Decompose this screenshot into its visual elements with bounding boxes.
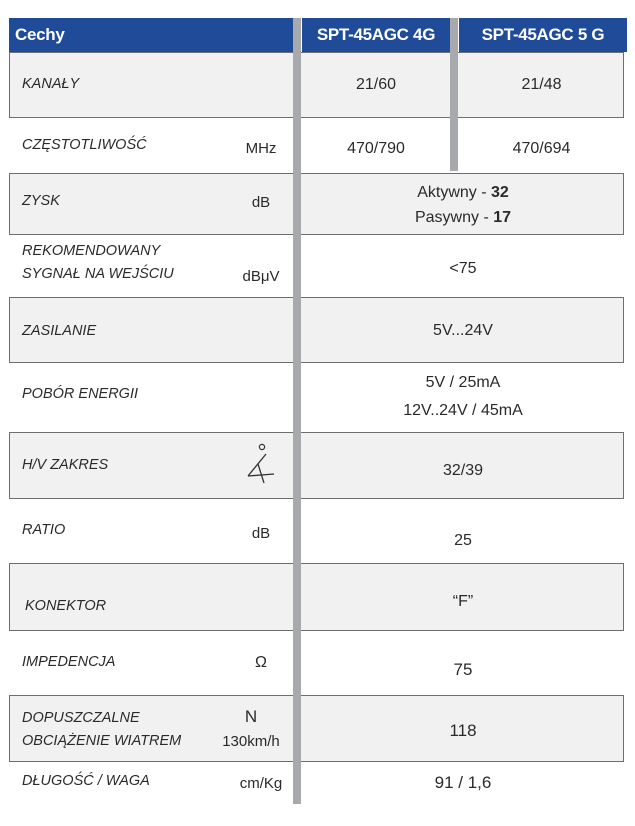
zysk-active-label: Aktywny - (417, 184, 491, 201)
value-pobor-line1: 5V / 25mA (425, 374, 501, 391)
value-czestotliwosc-5g: 470/694 (512, 140, 571, 157)
header-model-4g-label: SPT-45AGC 4G (316, 25, 436, 44)
unit-ratio: dB (251, 525, 271, 542)
header-features (9, 18, 293, 52)
label-rekomendowany-line1: REKOMENDOWANY (22, 243, 161, 259)
label-dlugosc: DŁUGOŚĆ / WAGA (22, 773, 150, 789)
zysk-passive-value: 17 (493, 209, 512, 226)
label-obciazenie-line2: OBCIĄŻENIE WIATREM (22, 733, 182, 749)
unit-zysk: dB (251, 194, 271, 211)
label-ratio: RATIO (22, 522, 66, 538)
value-zysk-passive (302, 205, 624, 230)
value-impedencja: 75 (453, 660, 473, 679)
label-zysk: ZYSK (22, 193, 60, 209)
value-ratio: 25 (454, 532, 472, 549)
angle-degree-icon (244, 443, 278, 485)
value-zasilanie: 5V...24V (433, 322, 493, 339)
value-kanaly-4g: 21/60 (355, 76, 397, 93)
unit-dlugosc: cm/Kg (239, 775, 283, 792)
header-model-5g-label: SPT-45AGC 5 G (481, 25, 605, 44)
unit-impedencja: Ω (255, 654, 267, 671)
zysk-passive-label: Pasywny - (414, 209, 494, 226)
label-konektor: KONEKTOR (25, 598, 107, 614)
value-pobor-line2: 12V..24V / 45mA (403, 402, 523, 419)
value-czestotliwosc-4g: 470/790 (347, 140, 405, 157)
label-obciazenie-line1: DOPUSZCZALNE (22, 710, 140, 726)
unit-rekomendowany: dBμV (242, 268, 280, 285)
zysk-active-value: 32 (491, 184, 509, 201)
header-model-4g (302, 18, 450, 52)
value-dlugosc: 91 / 1,6 (434, 773, 492, 792)
label-zasilanie: ZASILANIE (22, 323, 97, 339)
value-rekomendowany: <75 (449, 260, 477, 277)
label-impedencja: IMPEDENCJA (22, 654, 116, 670)
unit-czestotliwosc: MHz (245, 140, 277, 157)
unit-obciazenie-line2: 130km/h (222, 733, 280, 750)
value-obciazenie: 118 (449, 721, 477, 740)
value-zakres: 32/39 (442, 462, 484, 479)
label-rekomendowany-line2: SYGNAŁ NA WEJŚCIU (22, 266, 174, 282)
header-model-5g (459, 18, 627, 52)
value-zysk-active (302, 180, 624, 205)
header-features-label: Cechy (15, 25, 65, 44)
value-konektor: “F” (452, 593, 474, 610)
column-separator-main (293, 18, 301, 804)
label-czestotliwosc: CZĘSTOTLIWOŚĆ (22, 137, 147, 153)
label-pobor: POBÓR ENERGII (22, 386, 139, 402)
value-kanaly-5g: 21/48 (521, 76, 562, 93)
column-separator-models (450, 18, 458, 171)
label-zakres: H/V ZAKRES (22, 457, 109, 473)
label-kanaly: KANAŁY (22, 76, 80, 92)
unit-obciazenie-line1: N (244, 707, 258, 726)
